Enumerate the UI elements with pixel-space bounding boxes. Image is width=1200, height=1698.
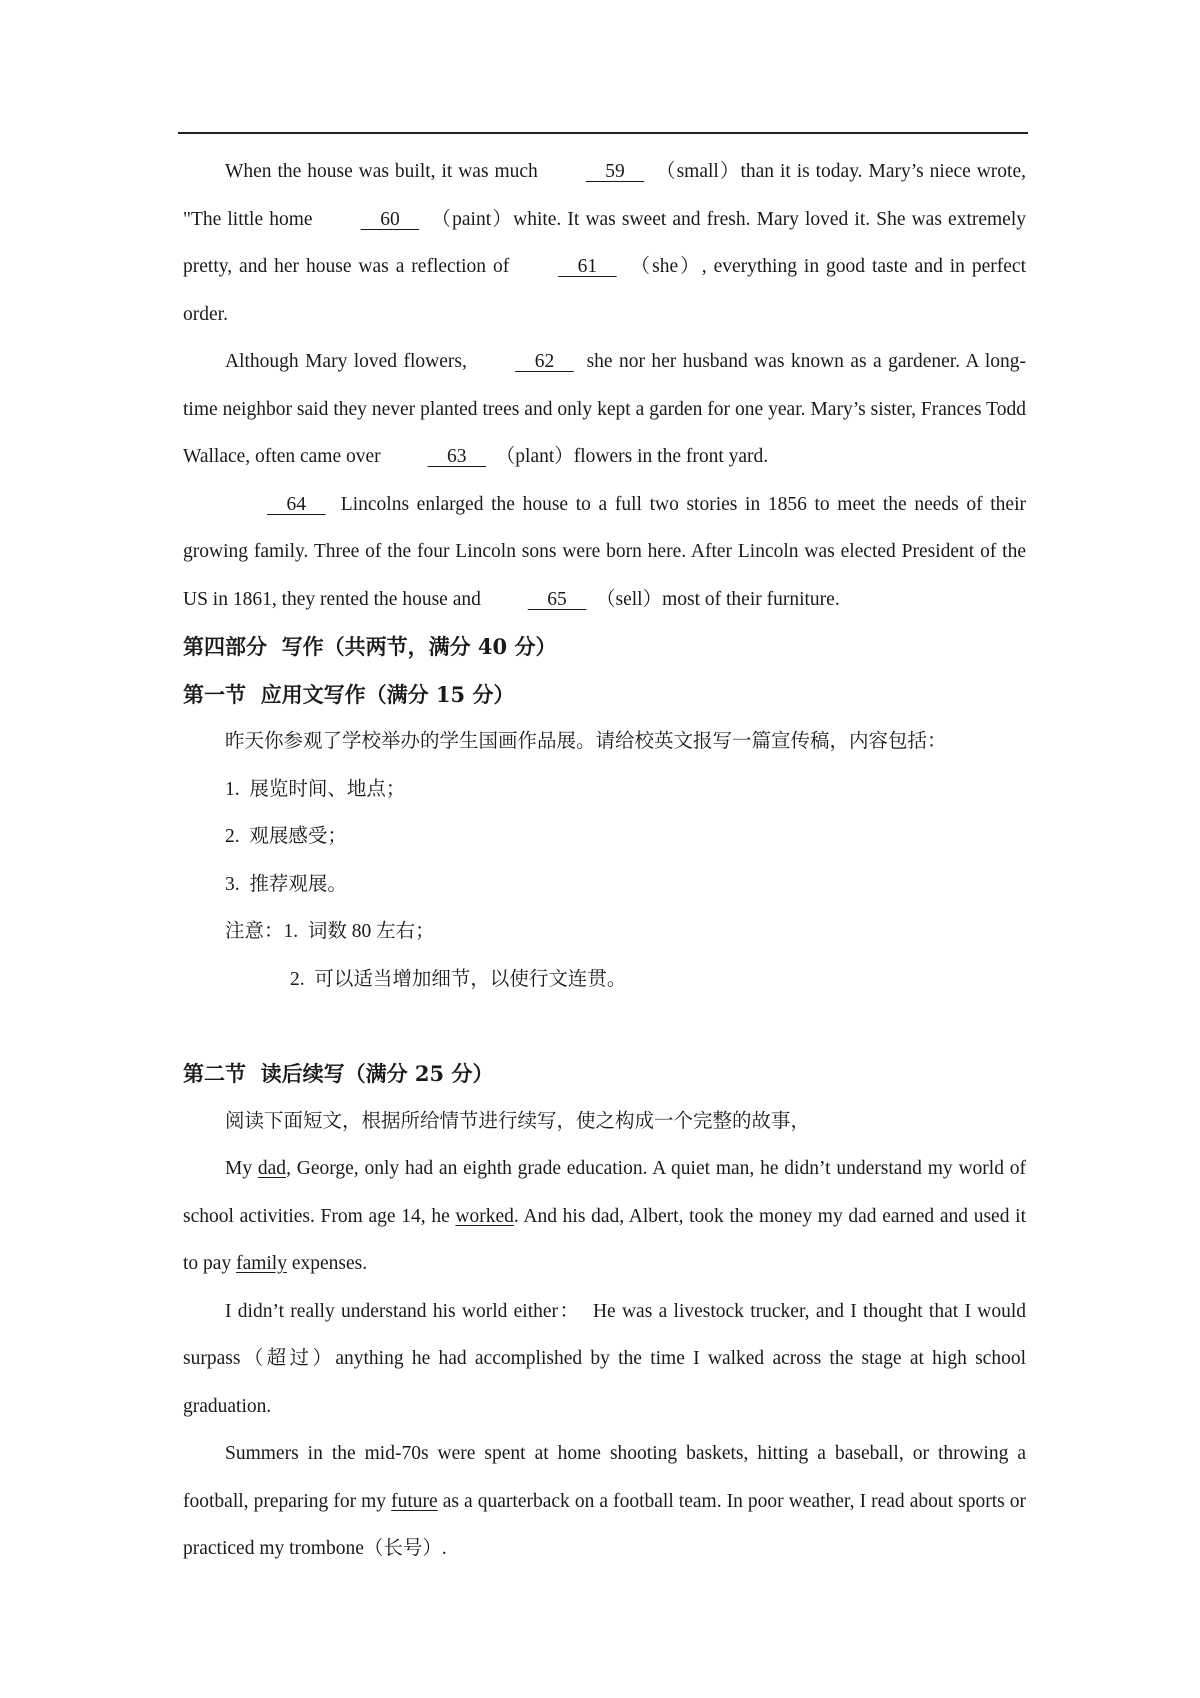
section-2-heading: 第二节 读后续写（满分 25 分） [183,1061,494,1086]
section-1-item-1: 1. 展览时间、地点； [225,778,406,800]
section-1-note-1: 注意：1. 词数 80 左右； [225,921,435,942]
passage-text: （sell）most of their furniture. [586,588,840,610]
story-paragraph-1 [183,1145,1026,1288]
blank-64: 64 [267,493,326,515]
passage-text: （plant）flowers in the front yard. [486,446,769,467]
blank-63: 63 [427,446,487,467]
passage-text: Lincolns enlarged the house to a full two stories in 1856 to meet the needs of their growing family. Three of the four Lincoln sons were born here. After Lincoln was elected President of the US in 1861, they rented the house and [183,493,1026,610]
story-text: as a quarterback on a football team. In poor weather, I read about sports or practiced my trombone（长号）. [183,1490,1026,1559]
passage-text: （small）than it is today. Mary’s niece wrote, "The little home [183,161,1026,230]
blank-61: 61 [558,256,617,277]
passage-paragraph-1 [183,148,1026,338]
blank-65: 65 [527,588,587,610]
story-text: , George, only had an eighth grade education. A quiet man, he didn’t understand my world of school activities. From age 14, he [183,1158,1026,1227]
story-text: . And his dad, Albert, took the money my dad earned and used it to pay [183,1205,1026,1274]
passage-text: （paint）white. It was sweet and fresh. Mary loved it. She was extremely pretty, and her house was a reflection of [183,208,1026,277]
section-1-item-3: 3. 推荐观展。 [225,873,347,895]
section-1-item-2: 2. 观展感受； [225,826,347,847]
story-text: expenses. [286,1253,368,1274]
passage-paragraph-2 [183,338,1026,481]
underlined-word-worked: worked [455,1205,514,1227]
section-spacer [183,1003,1026,1050]
part-4-heading: 第四部分 写作（共两节，满分 40 分） [183,634,557,659]
section-2-prompt: 阅读下面短文，根据所给情节进行续写，使之构成一个完整的故事， [225,1110,811,1132]
underlined-word-dad: dad [257,1158,287,1179]
story-text: Summers in the mid-70s were spent at home shooting baskets, hitting a baseball, or throwing a football, preparing for my [183,1443,1026,1512]
passage-text: （she）, everything in good taste and in perfect order. [183,256,1026,325]
section-1-prompt: 昨天你参观了学校举办的学生国画作品展。请给校英文报写一篇宣传稿，内容包括： [225,731,947,752]
underlined-word-future: future [391,1490,438,1512]
header-rule [178,132,1028,134]
story-paragraph-3 [183,1430,1026,1573]
passage-text: she nor her husband was known as a gardener. A long- time neighbor said they never planted trees and only kept a garden for one year. Mary’s sister, Frances Todd Wallace, often came over [183,351,1026,467]
underlined-word-family: family [236,1253,287,1274]
passage-text: Although Mary loved flowers, [225,351,474,372]
passage-text: When the house was built, it was much [225,161,544,182]
blank-62: 62 [515,351,574,372]
blank-60: 60 [360,208,420,230]
passage-paragraph-3 [183,481,1026,624]
section-1-heading: 第一节 应用文写作（满分 15 分） [183,681,515,707]
story-paragraph-2: I didn’t really understand his world either： He was a livestock trucker, and I thought that I would surpass（超过）anything he had accomplished by the time I walked across the stage at high school graduation. [183,1300,1026,1417]
section-1-note-2: 2. 可以适当增加细节，以使行文连贯。 [290,968,627,990]
story-text: My [225,1158,258,1179]
blank-59: 59 [585,161,645,182]
page-content [183,148,1026,1573]
